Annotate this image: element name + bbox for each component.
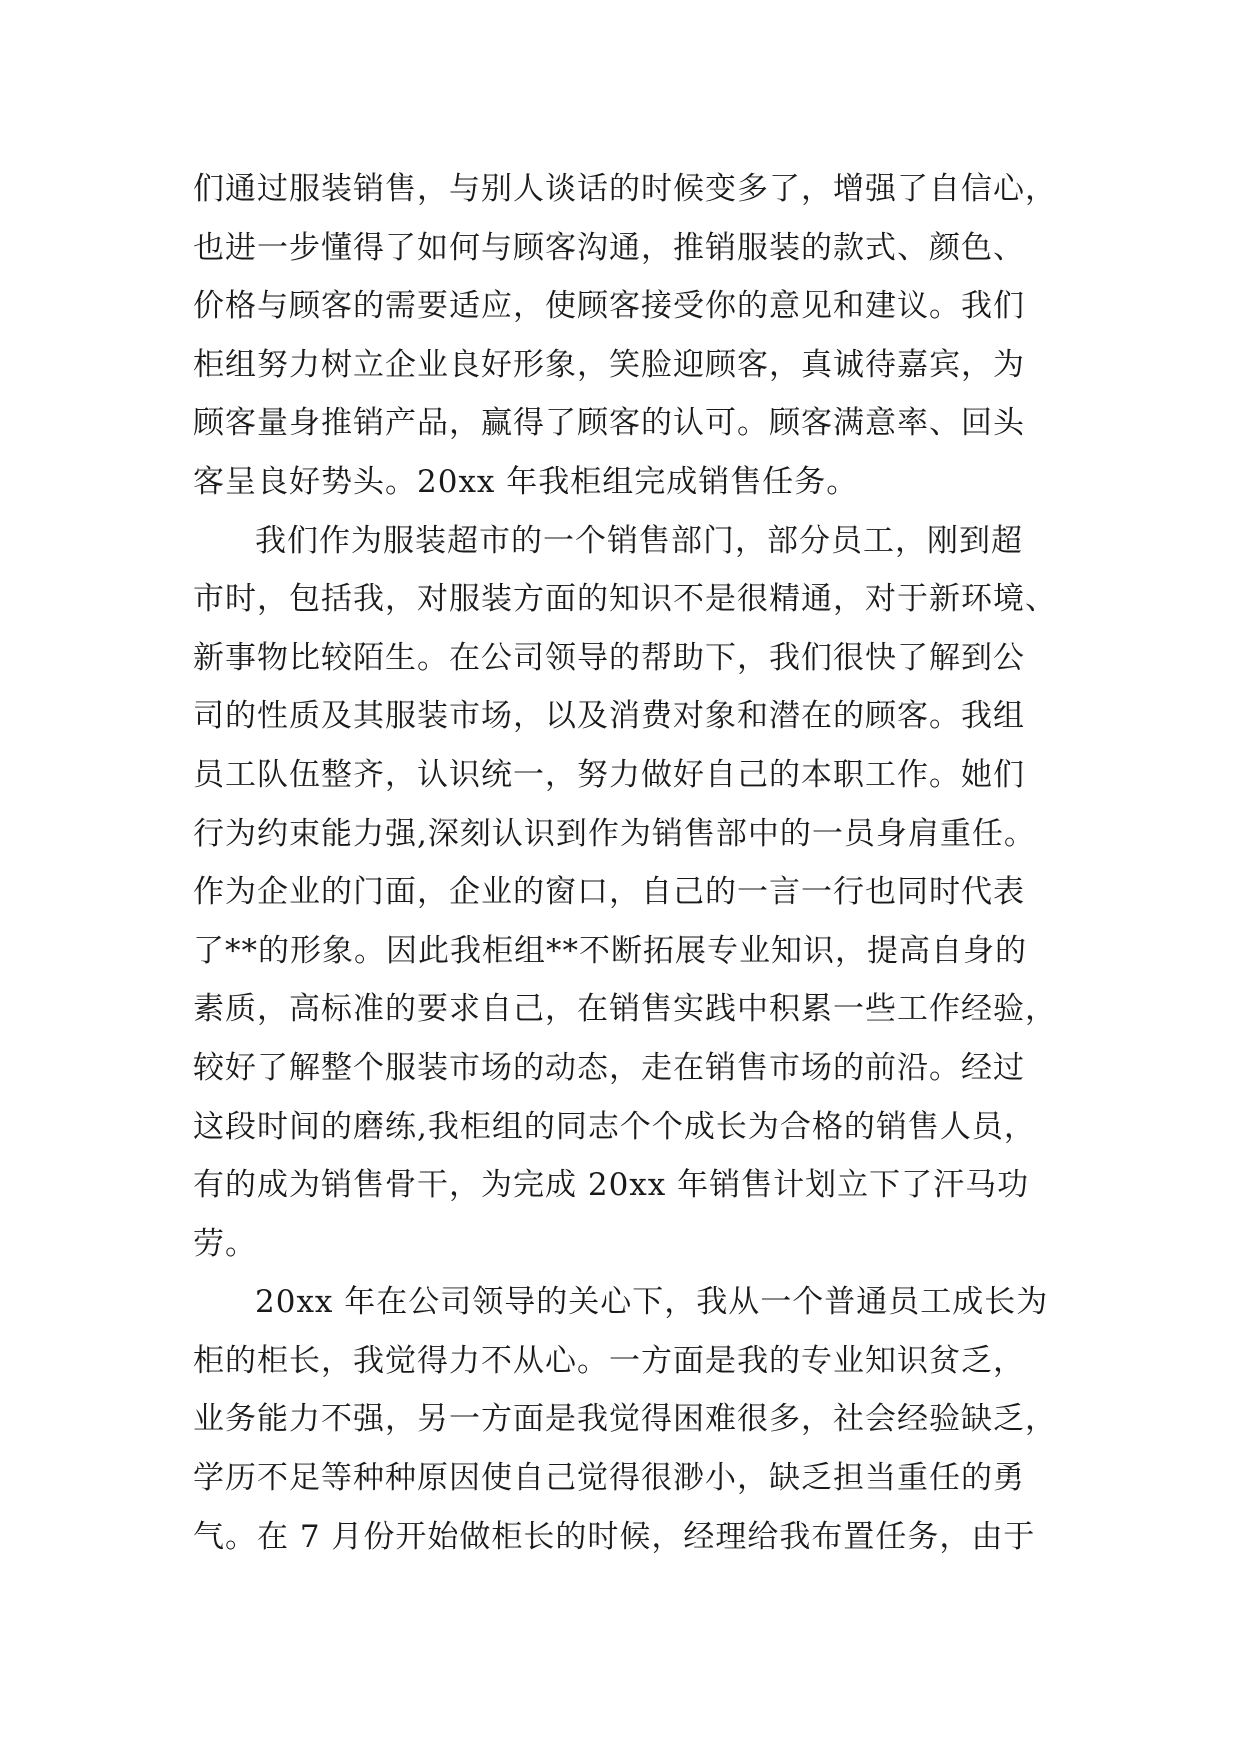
text-line: 客呈良好势头。20xx 年我柜组完成销售任务。 (193, 463, 859, 500)
text-line: 员工队伍整齐，认识统一，努力做好自己的本职工作。她们 (193, 756, 1025, 793)
text-line: 们通过服装销售，与别人谈话的时候变多了，增强了自信心， (193, 171, 1057, 207)
text-line: 20xx 年在公司领导的关心下，我从一个普通员工成长为 (255, 1284, 1049, 1321)
text-line: 这段时间的磨练,我柜组的同志个个成长为合格的销售人员， (193, 1108, 1036, 1145)
text-line: 柜的柜长，我觉得力不从心。一方面是我的专业知识贫乏， (193, 1342, 1025, 1379)
text-line: 价格与顾客的需要适应，使顾客接受你的意见和建议。我们 (193, 288, 1025, 325)
text-line: 作为企业的门面，企业的窗口，自己的一言一行也同时代表 (193, 874, 1025, 911)
text-line: 气。在 7 月份开始做柜长的时候，经理给我布置任务，由于 (193, 1518, 1036, 1555)
paragraph-2 (193, 512, 1073, 1274)
paragraph-3 (193, 1273, 1073, 1566)
text-line: 了**的形象。因此我柜组**不断拓展专业知识，提高自身的 (193, 932, 1027, 969)
text-line: 我们作为服装超市的一个销售部门，部分员工，刚到超 (255, 522, 1023, 559)
text-line: 业务能力不强，另一方面是我觉得困难很多，社会经验缺乏， (193, 1401, 1057, 1438)
text-line: 学历不足等种种原因使自己觉得很渺小，缺乏担当重任的勇 (193, 1460, 1025, 1497)
text-line: 素质，高标准的要求自己，在销售实践中积累一些工作经验， (193, 991, 1057, 1028)
paragraph-1 (193, 160, 1073, 512)
body-text (193, 160, 1073, 1566)
text-line: 市时，包括我，对服装方面的知识不是很精通，对于新环境、 (193, 581, 1057, 618)
text-line: 顾客量身推销产品，赢得了顾客的认可。顾客满意率、回头 (193, 405, 1025, 442)
text-line: 有的成为销售骨干，为完成 20xx 年销售计划立下了汗马功 (193, 1167, 1030, 1204)
text-line: 较好了解整个服装市场的动态，走在销售市场的前沿。经过 (193, 1049, 1025, 1086)
text-line: 柜组努力树立企业良好形象，笑脸迎顾客，真诚待嘉宾，为 (193, 346, 1025, 383)
text-line: 劳。 (193, 1225, 257, 1262)
text-line: 也进一步懂得了如何与顾客沟通，推销服装的款式、颜色、 (193, 229, 1025, 266)
text-line: 行为约束能力强,深刻认识到作为销售部中的一员身肩重任。 (193, 815, 1036, 852)
text-line: 新事物比较陌生。在公司领导的帮助下，我们很快了解到公 (193, 639, 1025, 676)
text-line: 司的性质及其服装市场，以及消费对象和潜在的顾客。我组 (193, 698, 1025, 735)
